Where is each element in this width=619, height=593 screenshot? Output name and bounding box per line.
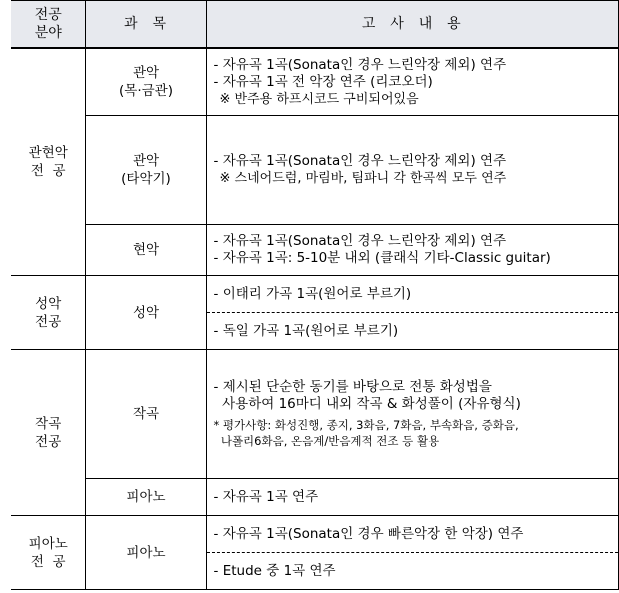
subject-cell-composition <box>86 350 206 479</box>
table-row <box>11 48 619 116</box>
major-cell-vocal <box>11 276 86 350</box>
content-line: - 자유곡 1곡 연주 <box>213 488 319 505</box>
major-piano-line1: 피아노 <box>28 535 68 552</box>
content-cell-composition <box>206 350 618 479</box>
subject-cell-strings <box>86 225 206 276</box>
content-cell-winds <box>206 48 618 116</box>
content-cell-percussion <box>206 116 618 225</box>
content-line: - 이태리 가곡 1곡(원어로 부르기) <box>213 285 412 302</box>
header-content-label: 고 사 내 용 <box>361 15 463 32</box>
subject-cell-composition-piano <box>86 479 206 516</box>
major-vocal-line2: 전공 <box>35 313 62 330</box>
content-cell-vocal-2 <box>206 313 618 350</box>
content-line: - 자유곡 1곡(Sonata인 경우 빠른악장 한 악장) 연주 <box>213 525 524 542</box>
header-content <box>206 1 618 49</box>
subject-cell-winds <box>86 48 206 116</box>
table-row <box>11 225 619 276</box>
content-cell-composition-piano <box>206 479 618 516</box>
major-cell-piano <box>11 516 86 590</box>
content-line: - 독일 가곡 1곡(원어로 부르기) <box>213 322 399 339</box>
table-row <box>11 116 619 225</box>
major-orchestra-line1: 관현악 <box>28 145 68 161</box>
subject-cell-piano <box>86 516 206 590</box>
content-cell-vocal-1 <box>206 276 618 313</box>
content-cell-piano-2 <box>206 553 618 590</box>
content-line: - 자유곡 1곡 전 악장 연주 (리코오더) <box>213 73 433 90</box>
table-row <box>11 350 619 479</box>
subject-cell-vocal <box>86 276 206 350</box>
major-composition-line1: 작곡 <box>35 415 62 432</box>
content-note: * 평가사항: 화성진행, 종지, 3화음, 7화음, 부속화음, 증화음, <box>213 418 519 432</box>
content-line: - 제시된 단순한 동기를 바탕으로 전통 화성법을 <box>213 379 492 395</box>
subject-composition: 작곡 <box>132 406 160 422</box>
major-composition-line2: 전공 <box>35 433 62 450</box>
header-major-line1: 전공 <box>34 7 62 23</box>
subject-composition-piano: 피아노 <box>126 489 166 505</box>
table-row <box>11 276 619 313</box>
content-line: - 자유곡 1곡: 5-10분 내외 (클래식 기타-Classic guitar) <box>213 250 551 266</box>
subject-vocal: 성악 <box>132 304 160 321</box>
content-line: - Etude 중 1곡 연주 <box>213 562 336 579</box>
header-major <box>11 1 86 49</box>
content-note: ※ 스네어드럼, 마림바, 팀파니 각 한곡씩 모두 연주 <box>219 171 507 186</box>
subject-piano: 피아노 <box>126 544 166 561</box>
subject-percussion-line2: (타악기) <box>121 171 171 187</box>
header-subject <box>86 1 206 49</box>
header-major-line2: 분야 <box>34 25 62 41</box>
content-line: - 자유곡 1곡(Sonata인 경우 느린악장 제외) 연주 <box>213 56 507 73</box>
major-vocal-line1: 성악 <box>35 295 62 312</box>
subject-strings-line1: 현악 <box>132 242 160 258</box>
content-note: ※ 반주용 하프시코드 구비되어있음 <box>219 91 419 107</box>
header-subject-label: 과 목 <box>124 15 168 32</box>
major-cell-composition <box>11 350 86 516</box>
subject-winds-line1: 관악 <box>132 65 160 81</box>
major-orchestra-line2: 전 공 <box>30 163 66 179</box>
subject-cell-percussion <box>86 116 206 225</box>
content-cell-piano-1 <box>206 516 618 553</box>
content-line: 사용하여 16마디 내외 작곡 & 화성풀이 (자유형식) <box>213 396 521 412</box>
table-row <box>11 479 619 516</box>
table-row <box>11 516 619 553</box>
content-cell-strings <box>206 225 618 276</box>
subject-percussion-line1: 관악 <box>132 153 160 169</box>
content-line: - 자유곡 1곡(Sonata인 경우 느린악장 제외) 연주 <box>213 153 507 169</box>
subject-winds-line2: (목·금관) <box>119 83 173 99</box>
content-line: - 자유곡 1곡(Sonata인 경우 느린악장 제외) 연주 <box>213 233 507 249</box>
major-cell-orchestra <box>11 48 86 276</box>
table-header-row <box>11 1 619 49</box>
major-piano-line2: 전 공 <box>30 553 66 570</box>
content-note: 나폴리6화음, 온음계/반음계적 전조 등 활용 <box>213 434 440 448</box>
exam-content-table <box>11 0 619 590</box>
